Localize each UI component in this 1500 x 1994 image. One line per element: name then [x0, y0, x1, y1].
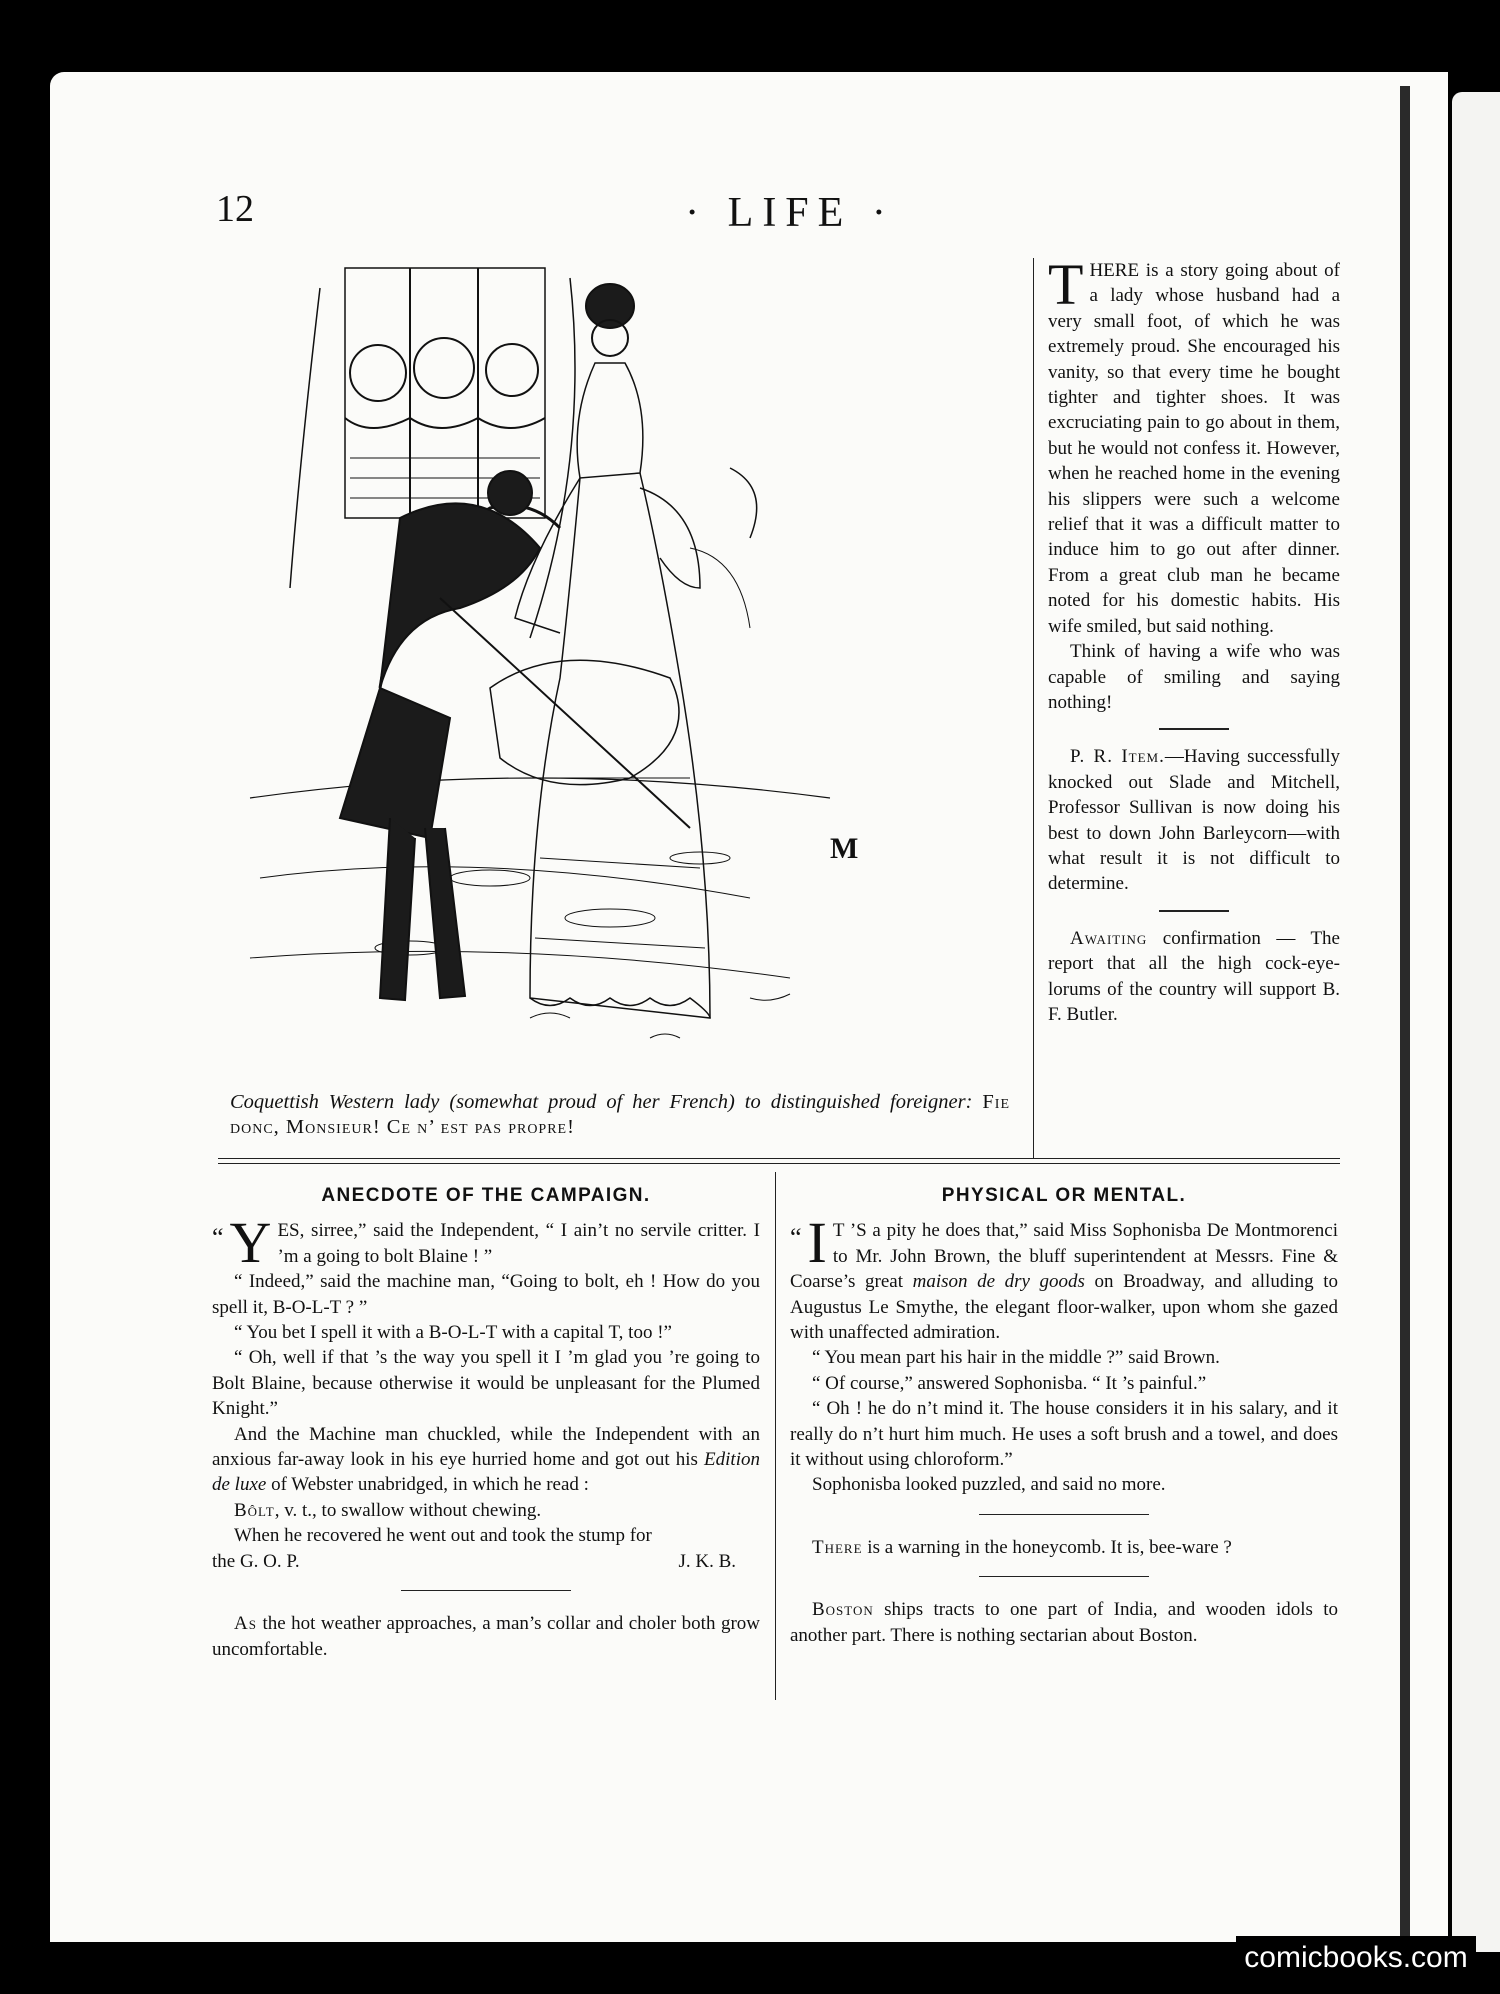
article-paragraph: “ Y ES, sirree,” said the Independent, “ I ain’t no servile critter. I ’m a going to bolt Blaine ! ”: [212, 1210, 760, 1276]
column-divider: [1033, 258, 1034, 1158]
caption-italic: Coquettish Western lady (somewhat proud of her French) to distinguished foreigner:: [230, 1091, 973, 1113]
article-paragraph: “ Oh, well if that ’s the way you spell it I ’m glad you ’re going to Bolt Blaine, because otherwise it would be unpleasant for the Plumed Knight.”: [212, 1347, 760, 1420]
article-paragraph: “ Indeed,” said the machine man, “Going to bolt, eh ! How do you spell it, B-O-L-T ? ”: [212, 1271, 760, 1318]
story-paragraph: THERE is a story going about of a lady whose husband had a very small foot, of which he was extremely proud. She encouraged his vanity, so that every time he bought tighter and tighter shoes. It was excruciating pain to go about in them, but he would not confess it. However, when he reached home in the evening his slippers were such a welcome relief that it was a difficult matter to induce him to go out after dinner. From a great club man he became noted for his domestic habits. His wife smiled, but said nothing.: [1048, 252, 1340, 637]
section-rule: [1159, 910, 1229, 912]
article-paragraph: “ You mean part his hair in the middle ?” said Brown.: [812, 1347, 1220, 1369]
story-conclusion: Think of having a wife who was capable of smiling and saying nothing!: [1048, 641, 1340, 713]
quip-paragraph: There is a warning in the honeycomb. It is, bee-ware ?: [812, 1536, 1232, 1558]
horizontal-rule: [218, 1163, 1340, 1164]
masthead-title: · LIFE ·: [685, 190, 895, 236]
dictionary-entry: Bôlt, v. t., to swallow without chewing.: [234, 1499, 542, 1521]
section-rule: [401, 1590, 571, 1591]
physical-mental-column: [790, 1183, 1338, 1648]
next-page-edge: [1452, 92, 1500, 1952]
quip-paragraph: As the hot weather approaches, a man’s collar and choler both grow uncomfortable.: [212, 1613, 760, 1660]
article-title: ANECDOTE OF THE CAMPAIGN.: [321, 1185, 651, 1206]
article-paragraph: “ Of course,” answered Sophonisba. “ It ’s painful.”: [812, 1372, 1207, 1394]
section-rule: [979, 1576, 1149, 1577]
section-rule: [979, 1514, 1149, 1515]
page-gutter: [1400, 86, 1410, 1936]
awaiting-item: Awaiting confirmation — The report that all the high cock-eye-lorums of the country will support B. F. Butler.: [1048, 927, 1340, 1025]
column-divider: [775, 1172, 776, 1700]
caption-spoken: Fie donc, Monsieur! Ce n’ est pas propre!: [230, 1091, 1011, 1138]
article-paragraph: When he recovered he went out and took the stump for: [234, 1525, 652, 1547]
article-paragraph: And the Machine man chuckled, while the Independent with an anxious far-away look in his eye hurried home and got out his Edition de luxe of Webster unabridged, in which he read :: [212, 1423, 760, 1496]
illustration-caption: [230, 1090, 1010, 1140]
side-column: [1048, 252, 1340, 1027]
horizontal-rule: [218, 1158, 1340, 1159]
page-number: 12: [216, 188, 254, 230]
article-paragraph: “ Oh ! he do n’t mind it. The house considers it in his salary, and it really do n’t hurt him much. He uses a soft brush and a towel, and does it without using chloroform.”: [790, 1398, 1338, 1471]
artist-monogram: M: [830, 832, 859, 865]
quip-paragraph: Boston ships tracts to one part of India, and wooden idols to another part. There is nothing sectarian about Boston.: [790, 1599, 1338, 1646]
drop-cap: Y: [229, 1210, 272, 1276]
signature-line: the G. O. P. J. K. B.: [212, 1549, 760, 1574]
article-paragraph: “ You bet I spell it with a B-O-L-T with a capital T, too !”: [234, 1322, 672, 1344]
drop-cap: T: [1048, 252, 1084, 317]
site-watermark: comicbooks.com: [1236, 1936, 1476, 1980]
section-rule: [1159, 728, 1229, 730]
article-paragraph: “ I T ’S a pity he does that,” said Miss Sophonisba De Montmorenci to Mr. John Brown, the bluff superintendent at Messrs. Fine & Coarse’s great maison de dry goods on Broadway, and alluding to Augustus Le Smythe, the elegant floor-walker, upon whom she gazed with unaffected admiration.: [790, 1210, 1338, 1344]
pr-item: P. R. Item.—Having successfully knocked out Slade and Mitchell, Professor Sullivan is now doing his best to down John Barleycorn—with what result it is not difficult to determine.: [1048, 746, 1340, 895]
cartoon-illustration: [230, 258, 1010, 1070]
drop-cap: I: [807, 1210, 827, 1276]
article-paragraph: Sophonisba looked puzzled, and said no more.: [812, 1474, 1166, 1496]
author-signature: J. K. B.: [678, 1550, 736, 1572]
anecdote-column: [212, 1183, 760, 1662]
article-title: PHYSICAL OR MENTAL.: [941, 1185, 1187, 1206]
